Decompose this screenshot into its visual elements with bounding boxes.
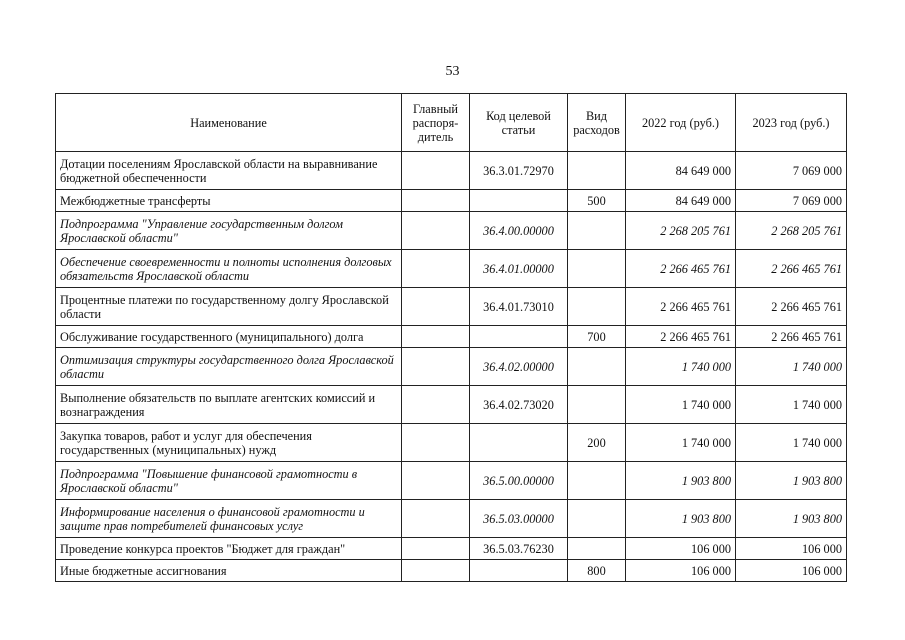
cell-vid	[568, 462, 626, 500]
cell-2023: 1 740 000	[736, 348, 847, 386]
table-row	[56, 348, 847, 386]
cell-2023: 1 740 000	[736, 424, 847, 462]
cell-vid	[568, 348, 626, 386]
cell-name: Дотации поселениям Ярославской области на выравнивание бюджетной обеспеченности	[56, 152, 402, 190]
cell-2023: 106 000	[736, 538, 847, 560]
cell-2023: 7 069 000	[736, 190, 847, 212]
cell-vid	[568, 152, 626, 190]
cell-name: Подпрограмма "Управление государственным долгом Ярославской области"	[56, 212, 402, 250]
cell-2022: 84 649 000	[626, 152, 736, 190]
cell-2022: 1 740 000	[626, 348, 736, 386]
cell-2023: 1 903 800	[736, 462, 847, 500]
cell-glavny	[402, 250, 470, 288]
cell-code	[470, 190, 568, 212]
cell-glavny	[402, 348, 470, 386]
table-row	[56, 326, 847, 348]
cell-glavny	[402, 538, 470, 560]
cell-code: 36.5.00.00000	[470, 462, 568, 500]
cell-code: 36.4.01.00000	[470, 250, 568, 288]
table-row	[56, 538, 847, 560]
cell-2022: 1 903 800	[626, 462, 736, 500]
cell-vid: 800	[568, 560, 626, 582]
cell-name: Выполнение обязательств по выплате агентских комиссий и вознаграждения	[56, 386, 402, 424]
cell-glavny	[402, 190, 470, 212]
table-row	[56, 250, 847, 288]
cell-2022: 1 740 000	[626, 386, 736, 424]
cell-vid: 200	[568, 424, 626, 462]
cell-2022: 106 000	[626, 560, 736, 582]
table-row	[56, 386, 847, 424]
cell-code: 36.4.01.73010	[470, 288, 568, 326]
page-number: 53	[445, 64, 460, 79]
table-row	[56, 190, 847, 212]
table-row	[56, 288, 847, 326]
cell-2023: 2 268 205 761	[736, 212, 847, 250]
cell-code: 36.3.01.72970	[470, 152, 568, 190]
cell-glavny	[402, 152, 470, 190]
header-2022: 2022 год (руб.)	[626, 94, 736, 152]
cell-glavny	[402, 462, 470, 500]
cell-vid	[568, 500, 626, 538]
table-row	[56, 500, 847, 538]
cell-name: Процентные платежи по государственному долгу Ярославской области	[56, 288, 402, 326]
cell-glavny	[402, 288, 470, 326]
cell-vid: 500	[568, 190, 626, 212]
cell-glavny	[402, 212, 470, 250]
cell-name: Обеспечение своевременности и полноты исполнения долговых обязательств Ярославской области	[56, 250, 402, 288]
cell-vid	[568, 538, 626, 560]
budget-table	[55, 93, 847, 582]
cell-name: Закупка товаров, работ и услуг для обеспечения государственных (муниципальных) нужд	[56, 424, 402, 462]
cell-code: 36.5.03.76230	[470, 538, 568, 560]
header-glavny: Главный распоря-дитель	[402, 94, 470, 152]
cell-name: Подпрограмма "Повышение финансовой грамотности в Ярославской области"	[56, 462, 402, 500]
cell-glavny	[402, 326, 470, 348]
cell-code: 36.4.00.00000	[470, 212, 568, 250]
table-header-row	[56, 94, 847, 152]
cell-name: Оптимизация структуры государственного долга Ярославской области	[56, 348, 402, 386]
cell-glavny	[402, 424, 470, 462]
cell-2023: 7 069 000	[736, 152, 847, 190]
cell-vid	[568, 386, 626, 424]
cell-2023: 106 000	[736, 560, 847, 582]
cell-code: 36.5.03.00000	[470, 500, 568, 538]
cell-2023: 1 903 800	[736, 500, 847, 538]
cell-code	[470, 424, 568, 462]
cell-code: 36.4.02.00000	[470, 348, 568, 386]
cell-2022: 2 268 205 761	[626, 212, 736, 250]
cell-2023: 2 266 465 761	[736, 326, 847, 348]
cell-2023: 1 740 000	[736, 386, 847, 424]
cell-2023: 2 266 465 761	[736, 250, 847, 288]
table-row	[56, 212, 847, 250]
cell-2023: 2 266 465 761	[736, 288, 847, 326]
cell-code	[470, 560, 568, 582]
cell-code	[470, 326, 568, 348]
cell-vid: 700	[568, 326, 626, 348]
header-2023: 2023 год (руб.)	[736, 94, 847, 152]
table-row	[56, 462, 847, 500]
table-row	[56, 560, 847, 582]
cell-glavny	[402, 386, 470, 424]
cell-2022: 106 000	[626, 538, 736, 560]
header-code: Код целевой статьи	[470, 94, 568, 152]
cell-2022: 84 649 000	[626, 190, 736, 212]
cell-glavny	[402, 560, 470, 582]
cell-vid	[568, 250, 626, 288]
cell-vid	[568, 212, 626, 250]
cell-name: Проведение конкурса проектов "Бюджет для граждан"	[56, 538, 402, 560]
cell-vid	[568, 288, 626, 326]
header-vid: Вид расходов	[568, 94, 626, 152]
cell-name: Информирование населения о финансовой грамотности и защите прав потребителей финансовых услуг	[56, 500, 402, 538]
cell-2022: 1 903 800	[626, 500, 736, 538]
cell-2022: 2 266 465 761	[626, 288, 736, 326]
cell-name: Иные бюджетные ассигнования	[56, 560, 402, 582]
table-row	[56, 152, 847, 190]
cell-name: Межбюджетные трансферты	[56, 190, 402, 212]
cell-2022: 2 266 465 761	[626, 250, 736, 288]
cell-2022: 2 266 465 761	[626, 326, 736, 348]
cell-glavny	[402, 500, 470, 538]
header-name: Наименование	[56, 94, 402, 152]
cell-name: Обслуживание государственного (муниципального) долга	[56, 326, 402, 348]
cell-2022: 1 740 000	[626, 424, 736, 462]
table-row	[56, 424, 847, 462]
cell-code: 36.4.02.73020	[470, 386, 568, 424]
